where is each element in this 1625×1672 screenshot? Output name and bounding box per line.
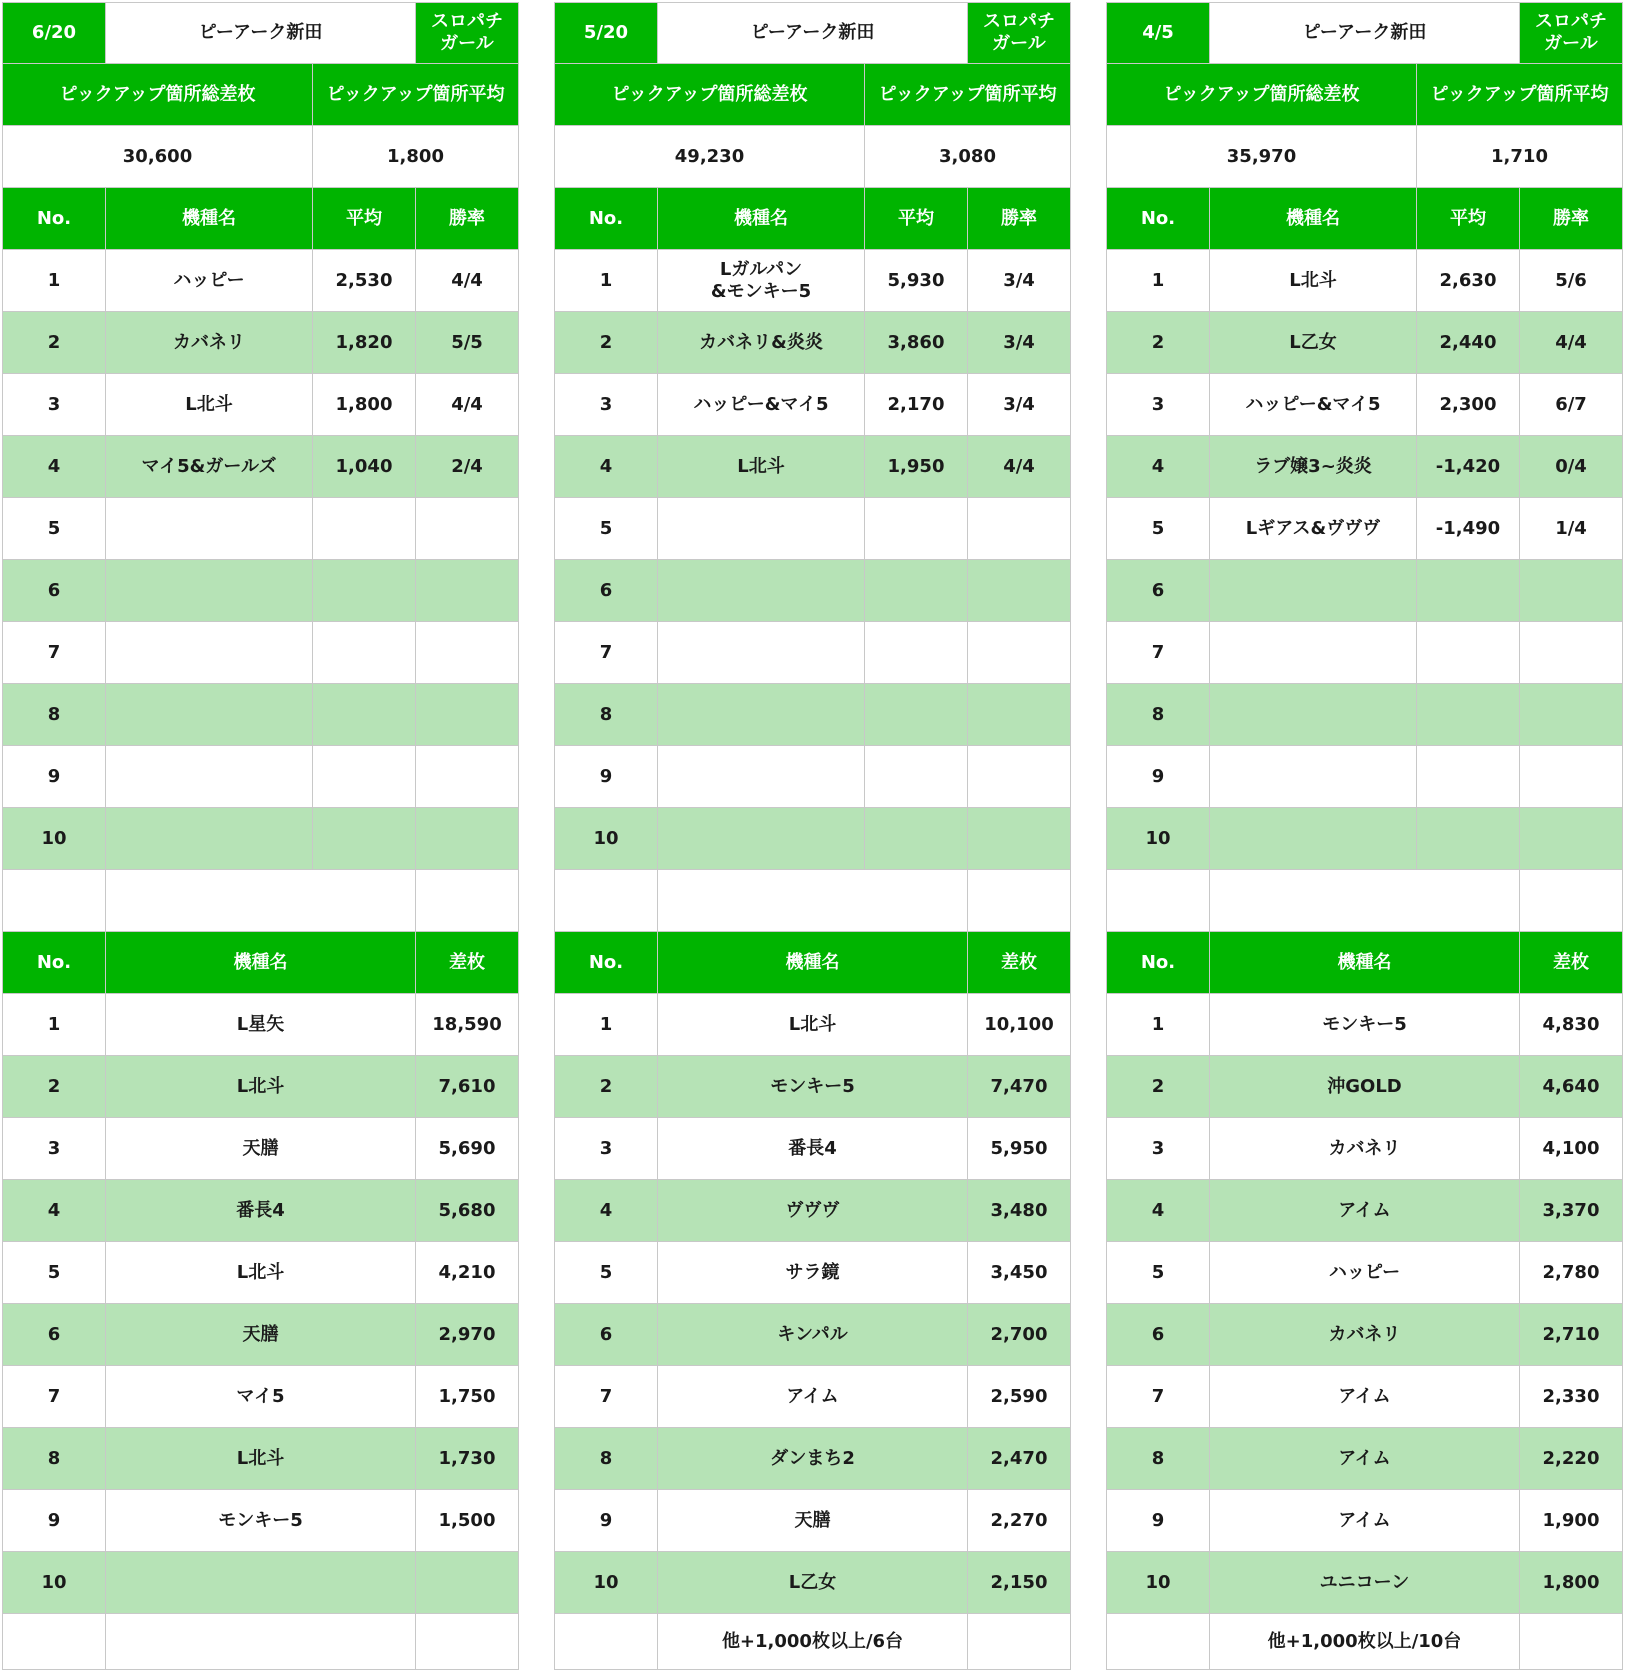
pickup-winrate	[1519, 621, 1623, 684]
pickup-no: 2	[1106, 311, 1210, 374]
rank-no: 8	[2, 1427, 106, 1490]
summary-average-label: ピックアップ箇所平均	[312, 63, 519, 126]
pickup-header-no: No.	[1106, 187, 1210, 250]
rank-diff	[415, 1551, 519, 1614]
pickup-winrate	[415, 559, 519, 622]
pickup-no: 10	[1106, 807, 1210, 870]
rank-no: 6	[1106, 1303, 1210, 1366]
rank-machine: L北斗	[657, 993, 968, 1056]
pickup-machine: ハッピー	[105, 249, 313, 312]
pickup-machine: ハッピー&マイ5	[657, 373, 865, 436]
pickup-no: 10	[554, 807, 658, 870]
pickup-winrate: 0/4	[1519, 435, 1623, 498]
pickup-winrate: 4/4	[967, 435, 1071, 498]
spacer-cell	[1106, 869, 1210, 932]
pickup-average	[1416, 559, 1520, 622]
rank-no: 6	[554, 1303, 658, 1366]
pickup-machine: L北斗	[105, 373, 313, 436]
pickup-no: 1	[1106, 249, 1210, 312]
store-name: ピーアーク新田	[105, 2, 416, 64]
pickup-header-winrate: 勝率	[967, 187, 1071, 250]
pickup-winrate	[1519, 807, 1623, 870]
rank-diff: 2,780	[1519, 1241, 1623, 1304]
pickup-header-machine: 機種名	[105, 187, 313, 250]
pickup-machine	[657, 497, 865, 560]
summary-average-label: ピックアップ箇所平均	[1416, 63, 1623, 126]
pickup-winrate	[967, 807, 1071, 870]
pickup-winrate: 3/4	[967, 249, 1071, 312]
pickup-no: 6	[2, 559, 106, 622]
pickup-no: 9	[554, 745, 658, 808]
pickup-average	[312, 807, 416, 870]
rank-diff: 3,370	[1519, 1179, 1623, 1242]
summary-average-value: 3,080	[864, 125, 1071, 188]
summary-average-label: ピックアップ箇所平均	[864, 63, 1071, 126]
spacer-cell	[1209, 869, 1520, 932]
pickup-machine	[105, 745, 313, 808]
footer-blank	[967, 1613, 1071, 1670]
rank-diff: 1,500	[415, 1489, 519, 1552]
pickup-winrate: 3/4	[967, 311, 1071, 374]
rank-machine: L星矢	[105, 993, 416, 1056]
rank-machine: ハッピー	[1209, 1241, 1520, 1304]
pickup-winrate	[415, 807, 519, 870]
rank-no: 10	[554, 1551, 658, 1614]
rank-no: 3	[1106, 1117, 1210, 1180]
spacer-cell	[105, 869, 416, 932]
rank-machine: L北斗	[105, 1055, 416, 1118]
pickup-average	[312, 683, 416, 746]
source-label: スロパチ ガール	[967, 2, 1071, 64]
pickup-average	[864, 497, 968, 560]
rank-header-no: No.	[554, 931, 658, 994]
rank-header-diff: 差枚	[967, 931, 1071, 994]
rank-diff: 2,270	[967, 1489, 1071, 1552]
date-cell: 5/20	[554, 2, 658, 64]
footer-blank	[1519, 1613, 1623, 1670]
pickup-machine	[105, 621, 313, 684]
rank-machine: L北斗	[105, 1427, 416, 1490]
rank-diff: 4,210	[415, 1241, 519, 1304]
date-cell: 4/5	[1106, 2, 1210, 64]
rank-no: 4	[554, 1179, 658, 1242]
rank-no: 3	[554, 1117, 658, 1180]
pickup-no: 5	[2, 497, 106, 560]
rank-machine: マイ5	[105, 1365, 416, 1428]
pickup-machine	[1209, 559, 1417, 622]
pickup-no: 1	[2, 249, 106, 312]
footer-blank	[415, 1613, 519, 1670]
pickup-machine	[657, 745, 865, 808]
pickup-average: 2,530	[312, 249, 416, 312]
rank-machine: ダンまち2	[657, 1427, 968, 1490]
pickup-no: 3	[1106, 373, 1210, 436]
rank-no: 5	[554, 1241, 658, 1304]
rank-no: 2	[1106, 1055, 1210, 1118]
rank-machine: 天膳	[657, 1489, 968, 1552]
pickup-header-average: 平均	[312, 187, 416, 250]
rank-diff: 5,690	[415, 1117, 519, 1180]
pickup-winrate: 3/4	[967, 373, 1071, 436]
pickup-winrate: 5/6	[1519, 249, 1623, 312]
footer-blank	[554, 1613, 658, 1670]
footer-note: 他+1,000枚以上/6台	[657, 1613, 968, 1670]
pickup-winrate	[415, 745, 519, 808]
rank-machine: L北斗	[105, 1241, 416, 1304]
rank-machine: サラ鏡	[657, 1241, 968, 1304]
pickup-machine: ハッピー&マイ5	[1209, 373, 1417, 436]
rank-diff: 2,710	[1519, 1303, 1623, 1366]
pickup-no: 1	[554, 249, 658, 312]
pickup-average	[1416, 683, 1520, 746]
pickup-winrate	[967, 745, 1071, 808]
pickup-average	[1416, 745, 1520, 808]
pickup-machine: L北斗	[1209, 249, 1417, 312]
pickup-winrate: 2/4	[415, 435, 519, 498]
pickup-machine	[657, 683, 865, 746]
store-name: ピーアーク新田	[657, 2, 968, 64]
pickup-winrate	[415, 683, 519, 746]
pickup-machine	[1209, 745, 1417, 808]
pickup-no: 8	[554, 683, 658, 746]
pickup-average	[864, 745, 968, 808]
rank-diff: 18,590	[415, 993, 519, 1056]
pickup-average: -1,490	[1416, 497, 1520, 560]
pickup-header-machine: 機種名	[657, 187, 865, 250]
pickup-average: 2,170	[864, 373, 968, 436]
spacer-cell	[657, 869, 968, 932]
rank-machine: 沖GOLD	[1209, 1055, 1520, 1118]
rank-machine: ヴヴヴ	[657, 1179, 968, 1242]
pickup-header-no: No.	[2, 187, 106, 250]
rank-no: 3	[2, 1117, 106, 1180]
pickup-winrate: 1/4	[1519, 497, 1623, 560]
pickup-no: 7	[2, 621, 106, 684]
summary-total-label: ピックアップ箇所総差枚	[2, 63, 313, 126]
rank-diff: 7,610	[415, 1055, 519, 1118]
pickup-machine: ラブ嬢3~炎炎	[1209, 435, 1417, 498]
date-cell: 6/20	[2, 2, 106, 64]
rank-header-no: No.	[1106, 931, 1210, 994]
rank-no: 10	[1106, 1551, 1210, 1614]
pickup-no: 8	[2, 683, 106, 746]
rank-diff: 2,150	[967, 1551, 1071, 1614]
pickup-machine: マイ5&ガールズ	[105, 435, 313, 498]
pickup-no: 3	[2, 373, 106, 436]
pickup-winrate	[415, 621, 519, 684]
rank-diff: 1,750	[415, 1365, 519, 1428]
spacer-cell	[967, 869, 1071, 932]
pickup-machine	[657, 559, 865, 622]
pickup-header-no: No.	[554, 187, 658, 250]
spacer-cell	[554, 869, 658, 932]
rank-diff: 1,900	[1519, 1489, 1623, 1552]
pickup-winrate: 4/4	[415, 249, 519, 312]
pickup-no: 9	[1106, 745, 1210, 808]
pickup-average: 2,630	[1416, 249, 1520, 312]
pickup-winrate	[1519, 559, 1623, 622]
rank-header-machine: 機種名	[1209, 931, 1520, 994]
panel-0520	[554, 2, 1071, 1670]
rank-header-machine: 機種名	[105, 931, 416, 994]
rank-no: 9	[1106, 1489, 1210, 1552]
pickup-winrate	[967, 683, 1071, 746]
pickup-machine	[105, 807, 313, 870]
source-label: スロパチ ガール	[415, 2, 519, 64]
summary-total-label: ピックアップ箇所総差枚	[1106, 63, 1417, 126]
pickup-machine	[105, 497, 313, 560]
rank-no: 1	[1106, 993, 1210, 1056]
rank-diff: 5,950	[967, 1117, 1071, 1180]
rank-no: 9	[554, 1489, 658, 1552]
spacer-cell	[415, 869, 519, 932]
rank-machine: ユニコーン	[1209, 1551, 1520, 1614]
rank-diff: 4,640	[1519, 1055, 1623, 1118]
rank-machine: アイム	[1209, 1179, 1520, 1242]
pickup-no: 7	[1106, 621, 1210, 684]
rank-diff: 2,700	[967, 1303, 1071, 1366]
pickup-winrate	[967, 559, 1071, 622]
pickup-no: 4	[554, 435, 658, 498]
pickup-no: 7	[554, 621, 658, 684]
summary-average-value: 1,710	[1416, 125, 1623, 188]
pickup-header-average: 平均	[864, 187, 968, 250]
pickup-winrate	[1519, 745, 1623, 808]
rank-diff: 3,450	[967, 1241, 1071, 1304]
rank-diff: 1,800	[1519, 1551, 1623, 1614]
pickup-average: 3,860	[864, 311, 968, 374]
pickup-average: 1,950	[864, 435, 968, 498]
rank-machine: L乙女	[657, 1551, 968, 1614]
pickup-average	[864, 683, 968, 746]
pickup-no: 4	[1106, 435, 1210, 498]
rank-machine: アイム	[657, 1365, 968, 1428]
pickup-header-winrate: 勝率	[415, 187, 519, 250]
rank-diff: 2,470	[967, 1427, 1071, 1490]
rank-no: 7	[554, 1365, 658, 1428]
pickup-machine: L乙女	[1209, 311, 1417, 374]
panel-0405	[1106, 2, 1623, 1670]
footer-blank	[1106, 1613, 1210, 1670]
rank-diff: 1,730	[415, 1427, 519, 1490]
pickup-header-winrate: 勝率	[1519, 187, 1623, 250]
summary-total-value: 30,600	[2, 125, 313, 188]
pickup-machine: Lギアス&ヴヴヴ	[1209, 497, 1417, 560]
rank-no: 5	[2, 1241, 106, 1304]
panel-0620	[2, 2, 519, 1670]
rank-header-diff: 差枚	[1519, 931, 1623, 994]
pickup-average	[1416, 621, 1520, 684]
pickup-winrate: 4/4	[415, 373, 519, 436]
pickup-no: 10	[2, 807, 106, 870]
rank-no: 2	[2, 1055, 106, 1118]
rank-no: 9	[2, 1489, 106, 1552]
rank-machine: カバネリ	[1209, 1117, 1520, 1180]
pickup-no: 3	[554, 373, 658, 436]
store-name: ピーアーク新田	[1209, 2, 1520, 64]
pickup-header-machine: 機種名	[1209, 187, 1417, 250]
spacer-cell	[2, 869, 106, 932]
rank-no: 7	[2, 1365, 106, 1428]
rank-no: 8	[1106, 1427, 1210, 1490]
source-label: スロパチ ガール	[1519, 2, 1623, 64]
rank-machine	[105, 1551, 416, 1614]
rank-machine: 番長4	[105, 1179, 416, 1242]
rank-diff: 5,680	[415, 1179, 519, 1242]
rank-header-diff: 差枚	[415, 931, 519, 994]
rank-diff: 4,100	[1519, 1117, 1623, 1180]
rank-no: 8	[554, 1427, 658, 1490]
rank-no: 4	[1106, 1179, 1210, 1242]
pickup-average: 2,300	[1416, 373, 1520, 436]
pickup-average: -1,420	[1416, 435, 1520, 498]
rank-machine: 天膳	[105, 1117, 416, 1180]
pickup-machine	[657, 807, 865, 870]
rank-diff: 2,970	[415, 1303, 519, 1366]
pickup-average: 1,800	[312, 373, 416, 436]
pickup-average	[312, 745, 416, 808]
rank-diff: 2,220	[1519, 1427, 1623, 1490]
pickup-no: 6	[554, 559, 658, 622]
rank-machine: 番長4	[657, 1117, 968, 1180]
rank-machine: モンキー5	[1209, 993, 1520, 1056]
rank-diff: 7,470	[967, 1055, 1071, 1118]
footer-note: 他+1,000枚以上/10台	[1209, 1613, 1520, 1670]
pickup-average: 1,820	[312, 311, 416, 374]
rank-no: 7	[1106, 1365, 1210, 1428]
rank-machine: アイム	[1209, 1365, 1520, 1428]
pickup-machine: Lガルパン &モンキー5	[657, 249, 865, 312]
pickup-machine	[1209, 621, 1417, 684]
pickup-winrate	[967, 497, 1071, 560]
summary-total-value: 35,970	[1106, 125, 1417, 188]
pickup-average	[864, 807, 968, 870]
rank-diff: 3,480	[967, 1179, 1071, 1242]
rank-header-no: No.	[2, 931, 106, 994]
pickup-machine	[1209, 683, 1417, 746]
pickup-machine	[657, 621, 865, 684]
summary-average-value: 1,800	[312, 125, 519, 188]
pickup-winrate: 4/4	[1519, 311, 1623, 374]
pickup-machine: L北斗	[657, 435, 865, 498]
footer-note	[105, 1613, 416, 1670]
rank-no: 2	[554, 1055, 658, 1118]
pickup-no: 5	[554, 497, 658, 560]
pickup-winrate	[415, 497, 519, 560]
pickup-average	[1416, 807, 1520, 870]
pickup-machine: カバネリ	[105, 311, 313, 374]
rank-machine: カバネリ	[1209, 1303, 1520, 1366]
pickup-no: 2	[554, 311, 658, 374]
footer-blank	[2, 1613, 106, 1670]
pickup-average: 5,930	[864, 249, 968, 312]
pickup-header-average: 平均	[1416, 187, 1520, 250]
pickup-winrate: 6/7	[1519, 373, 1623, 436]
rank-no: 6	[2, 1303, 106, 1366]
pickup-winrate	[1519, 683, 1623, 746]
pickup-machine	[1209, 807, 1417, 870]
pickup-machine	[105, 683, 313, 746]
pickup-average	[864, 621, 968, 684]
pickup-winrate: 5/5	[415, 311, 519, 374]
pickup-average	[312, 621, 416, 684]
rank-no: 4	[2, 1179, 106, 1242]
rank-machine: アイム	[1209, 1427, 1520, 1490]
rank-machine: 天膳	[105, 1303, 416, 1366]
pickup-average	[864, 559, 968, 622]
pickup-no: 2	[2, 311, 106, 374]
rank-header-machine: 機種名	[657, 931, 968, 994]
pickup-average: 2,440	[1416, 311, 1520, 374]
rank-no: 1	[554, 993, 658, 1056]
rank-no: 10	[2, 1551, 106, 1614]
summary-total-label: ピックアップ箇所総差枚	[554, 63, 865, 126]
rank-no: 1	[2, 993, 106, 1056]
rank-diff: 2,330	[1519, 1365, 1623, 1428]
pickup-machine: カバネリ&炎炎	[657, 311, 865, 374]
pickup-average	[312, 497, 416, 560]
pickup-no: 9	[2, 745, 106, 808]
pickup-machine	[105, 559, 313, 622]
pickup-no: 6	[1106, 559, 1210, 622]
rank-diff: 4,830	[1519, 993, 1623, 1056]
summary-total-value: 49,230	[554, 125, 865, 188]
pickup-winrate	[967, 621, 1071, 684]
pickup-no: 8	[1106, 683, 1210, 746]
rank-machine: アイム	[1209, 1489, 1520, 1552]
rank-diff: 10,100	[967, 993, 1071, 1056]
pickup-no: 4	[2, 435, 106, 498]
rank-machine: キンパル	[657, 1303, 968, 1366]
rank-diff: 2,590	[967, 1365, 1071, 1428]
pickup-average	[312, 559, 416, 622]
rank-machine: モンキー5	[105, 1489, 416, 1552]
rank-machine: モンキー5	[657, 1055, 968, 1118]
spacer-cell	[1519, 869, 1623, 932]
pickup-no: 5	[1106, 497, 1210, 560]
pickup-average: 1,040	[312, 435, 416, 498]
rank-no: 5	[1106, 1241, 1210, 1304]
